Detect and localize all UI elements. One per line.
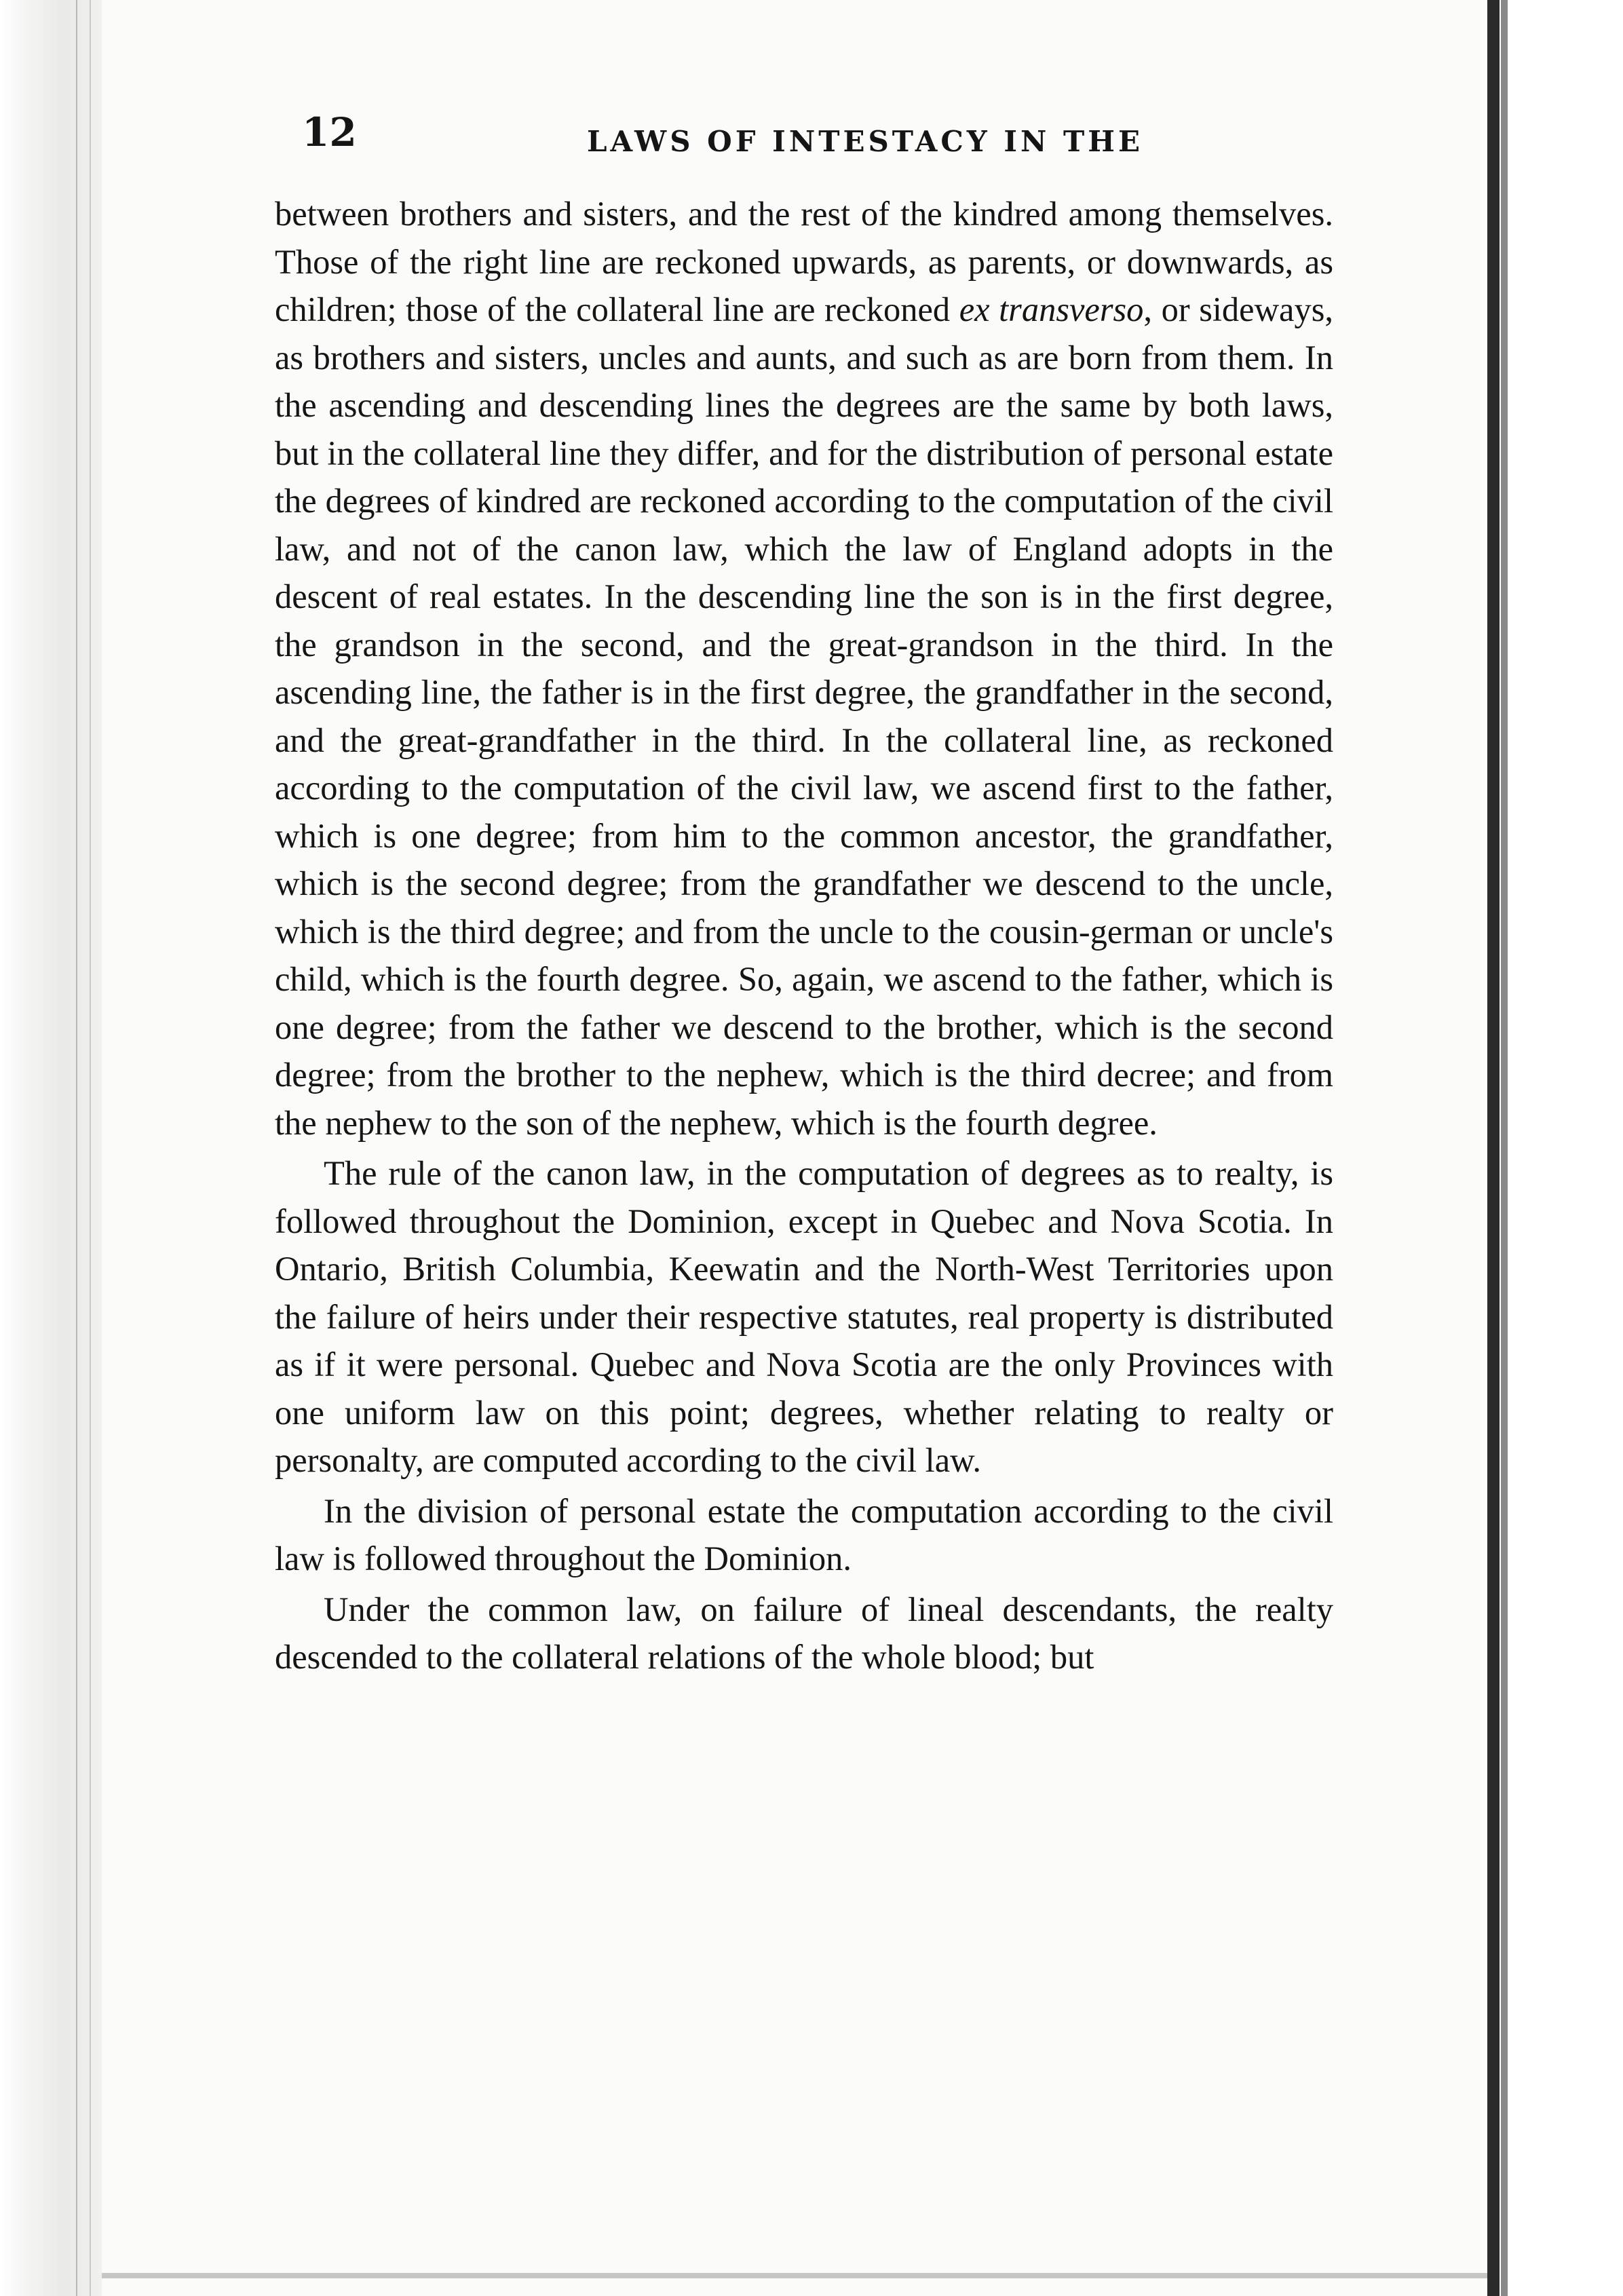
text-run: , or sideways, as brothers and sisters, uncles and aunts, and such as are born from them. In the ascending and descending lines the degrees are the same by both laws, but in the collateral line they differ, and for the distribution of personal estate the degrees of kindred are reckoned according to the computation of the civil law, and not of the canon law, which the law of England adopts in the descent of real estates. In the descending line the son is in the first degree, the grandson in the second, and the great-grandson in the third. In the ascending line, the father is in the first degree, the grandfather in the second, and the great-grandfather in the third. In the collateral line, as reckoned according to the computation of the civil law, we ascend first to the father, which is one degree; from him to the common ancestor, the grandfather, which is the second degree; from the grandfather we descend to the uncle, which is the third degree; and from the uncle to the cousin-german or uncle's child, which is the fourth degree. So, again, we ascend to the father, which is one degree; from the father we descend to the brother, which is the second degree; from the brother to the nephew, which is the third decree; and from the nephew to the son of the nephew, which is the fourth degree.: [275, 290, 1333, 1142]
paragraph: [275, 190, 1333, 1147]
paragraph: [275, 1487, 1333, 1583]
page-edge-right: [1486, 0, 1623, 2296]
text-run: In the division of personal estate the computation according to the civil law is followed throughout the Dominion.: [275, 1491, 1333, 1577]
paragraph: [275, 1586, 1333, 1681]
text-run: between brothers and sisters, and the rest of the kindred among themselves. Those of the right line are reckoned upwards, as parents, or downwards, as children; those of the collateral line are reckoned: [275, 195, 1333, 328]
page-edge-bottom: [102, 2273, 1487, 2278]
body-text: [275, 190, 1333, 1684]
italic-text-run: ex transverso: [959, 290, 1144, 328]
text-run: The rule of the canon law, in the computation of degrees as to realty, is followed throughout the Dominion, except in Quebec and Nova Scotia. In Ontario, British Columbia, Keewatin and the North-West Territories upon the failure of heirs under their respective statutes, real property is distributed as if it were personal. Quebec and Nova Scotia are the only Provinces with one uniform law on this point; degrees, whether relating to realty or personalty, are computed according to the civil law.: [275, 1154, 1333, 1479]
page-header: [275, 109, 1333, 170]
text-run: Under the common law, on failure of lineal descendants, the realty descended to the collateral relations of the whole blood; but: [275, 1590, 1333, 1676]
binding-shadow: [1487, 0, 1500, 2296]
book-page: [275, 109, 1333, 1676]
page-number: 12: [302, 109, 357, 155]
binding-shadow-inner: [1501, 0, 1508, 2296]
book-gutter: [0, 0, 102, 2296]
running-head: LAWS OF INTESTACY IN THE: [587, 125, 1143, 158]
paragraph: [275, 1149, 1333, 1485]
